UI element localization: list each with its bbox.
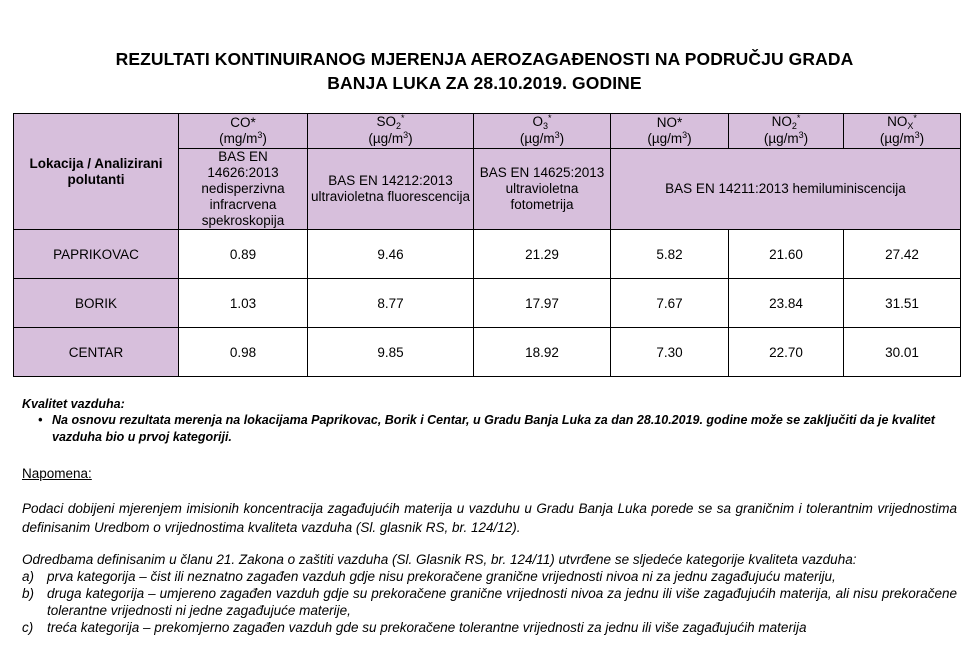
quality-list — [38, 412, 958, 446]
value-cell: 22.70 — [729, 328, 844, 377]
table-row — [14, 230, 961, 279]
value-cell: 1.03 — [179, 279, 308, 328]
category-label: b) — [22, 586, 35, 601]
list-item — [22, 585, 957, 619]
pollutant-header-so2: $SO_2^*$ $(\mu g/m^3)$ — [308, 114, 474, 149]
value-cell: 23.84 — [729, 279, 844, 328]
pollutant-header-nox: $NO_X^*$ $(\mu g/m^3)$ — [844, 114, 961, 149]
title-line-1: REZULTATI KONTINUIRANOG MJERENJA AEROZAGAĐENOSTI NA PODRUČJU GRADA — [115, 49, 854, 69]
list-item — [22, 568, 957, 585]
value-cell: 7.30 — [611, 328, 729, 377]
pollutant-header-o3: $O_3^*$ $(\mu g/m^3)$ — [474, 114, 611, 149]
value-cell: 18.92 — [474, 328, 611, 377]
value-cell: 5.82 — [611, 230, 729, 279]
location-cell: PAPRIKOVAC — [14, 230, 179, 279]
title-line-2: BANJA LUKA ZA 28.10.2019. GODINE — [327, 73, 642, 93]
value-cell: 21.29 — [474, 230, 611, 279]
pollutant-header-no: NO* $(\mu g/m^3)$ — [611, 114, 729, 149]
list-item — [38, 412, 958, 446]
value-cell: 27.42 — [844, 230, 961, 279]
category-label: a) — [22, 569, 35, 584]
value-cell: 9.46 — [308, 230, 474, 279]
value-cell: 30.01 — [844, 328, 961, 377]
value-cell: 9.85 — [308, 328, 474, 377]
note-heading: Napomena: — [22, 466, 92, 481]
table-row — [14, 328, 961, 377]
quality-statement: Na osnovu rezultata merenja na lokacijama Paprikovac, Borik i Centar, u Gradu Banja Luka za dan 28.10.2019. godine može se zaključiti da je kvalitet vazduha bio u prvoj kategoriji. — [52, 413, 935, 444]
category-text: prva kategorija – čist ili neznatno zagađen vazduh gdje nisu prekoračene granične vrijednosti nivoa ni za jednu zagađujuću materiju, — [47, 569, 836, 584]
category-text: druga kategorija – umjereno zagađen vazduh gdje su prekoračene granične vrijednosti nivoa za jednu ili više zagađujućih materija, ali nisu prekoračene tolerantne vrijednosti ni jedne zagađujuće materije, — [47, 586, 957, 618]
category-list — [22, 568, 957, 636]
method-so2: BAS EN 14212:2013 ultravioletna fluorescencija — [308, 149, 474, 230]
value-cell: 0.89 — [179, 230, 308, 279]
value-cell: 0.98 — [179, 328, 308, 377]
method-nox-group: BAS EN 14211:2013 hemiluminiscencija — [611, 149, 961, 230]
quality-heading: Kvalitet vazduha: — [22, 397, 125, 411]
value-cell: 7.67 — [611, 279, 729, 328]
pollutant-header-co: CO* $(mg/m^3)$ — [179, 114, 308, 149]
pollutant-header-no2: $NO_2^*$ $(\mu g/m^3)$ — [729, 114, 844, 149]
note-paragraph-1: Podaci dobijeni mjerenjem imisionih koncentracija zagađujućih materija u vazduhu u Gradu Banja Luka porede se sa graničnim i tolerantnim vrijednostima definisanim Uredbom o vrijednostima kvaliteta vazduha (Sl. glasnik RS, br. 124/12). — [22, 501, 957, 535]
page-title — [0, 47, 969, 95]
location-cell: CENTAR — [14, 328, 179, 377]
bullet-icon: • — [38, 413, 43, 427]
value-cell: 17.97 — [474, 279, 611, 328]
value-cell: 21.60 — [729, 230, 844, 279]
value-cell: 31.51 — [844, 279, 961, 328]
method-co: BAS EN 14626:2013 nedisperzivna infracrvena spekroskopija — [179, 149, 308, 230]
value-cell: 8.77 — [308, 279, 474, 328]
method-o3: BAS EN 14625:2013 ultravioletna fotometrija — [474, 149, 611, 230]
list-item — [22, 619, 957, 636]
location-cell: BORIK — [14, 279, 179, 328]
corner-header: Lokacija / Analizirani polutanti — [14, 114, 179, 230]
note-paragraph-2: Odredbama definisanim u članu 21. Zakona o zaštiti vazduha (Sl. Glasnik RS, br. 124/11) utvrđene se sljedeće kategorije kvaliteta vazduha: — [22, 552, 857, 567]
table-row — [14, 279, 961, 328]
measurements-table — [13, 113, 961, 377]
category-label: c) — [22, 620, 34, 635]
category-text: treća kategorija – prekomjerno zagađen vazduh gde su prekoračene tolerantne vrijednosti za jednu ili više zagađujućih materija — [47, 620, 807, 635]
